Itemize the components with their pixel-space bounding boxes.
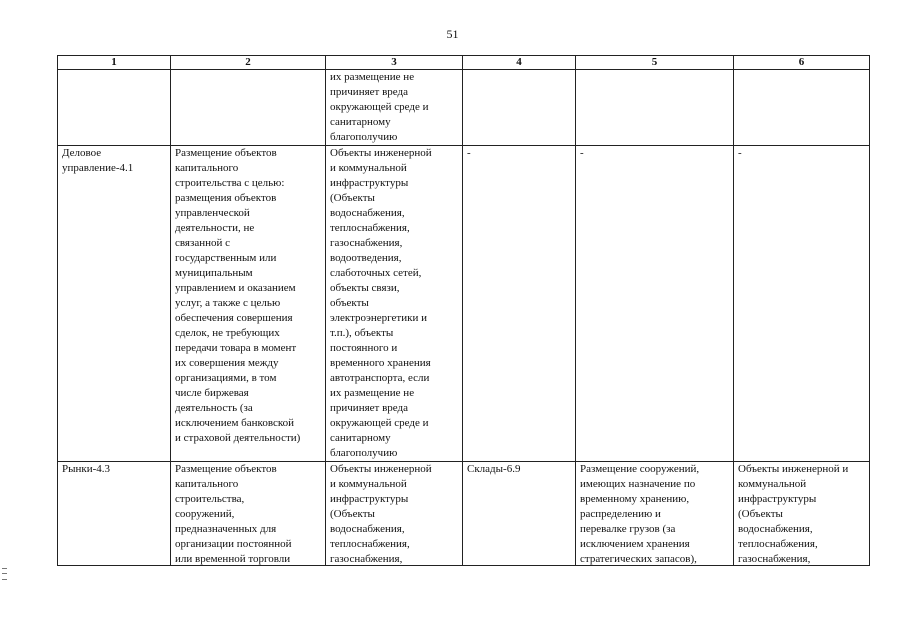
table-row: [58, 70, 870, 146]
cell-conditional-auxiliary-uses: -: [738, 147, 742, 159]
cell-use-name: Деловое управление-4.1: [62, 147, 134, 174]
cell-conditional-use-name: -: [467, 147, 471, 159]
cell-conditional-auxiliary-uses: Объекты инженерной и коммунальной инфраструктуры (Объекты водоснабжения, теплоснабжения, газоснабжения,: [738, 463, 849, 565]
cell-conditional-use-description: -: [580, 147, 584, 159]
cell-auxiliary-uses: Объекты инженерной и коммунальной инфраструктуры (Объекты водоснабжения, теплоснабжения, газоснабжения,: [330, 463, 432, 565]
cell-use-description: Размещение объектов капитального строительства, сооружений, предназначенных для организации постоянной или временной торговли: [175, 463, 292, 565]
cell-use-name: Рынки-4.3: [62, 463, 111, 475]
page-number: 51: [446, 27, 459, 41]
cell-conditional-use-description: Размещение сооружений, имеющих назначение по временному хранению, распределению и перевалке грузов (за исключением хранения стратегических запасов),: [580, 463, 700, 565]
table-row: [58, 146, 870, 462]
cell-auxiliary-uses: Объекты инженерной и коммунальной инфраструктуры (Объекты водоснабжения, теплоснабжения, газоснабжения, водоотведения, слаботочных сетей, объекты связи, объекты электроэнергетики и т.п.), объекты постоянного и временного хранения автотранспорта, если их размещение не причиняет вреда окружающей среде и санитарному благополучию: [330, 147, 432, 459]
table-header-row: [58, 56, 870, 70]
column-header-3: 3: [326, 56, 463, 70]
column-header-6: 6: [734, 56, 870, 70]
zoning-table: [57, 55, 870, 566]
column-header-5: 5: [576, 56, 734, 70]
table-row: [58, 462, 870, 566]
cell-use-description: Размещение объектов капитального строительства с целью: размещения объектов управленческой деятельности, не связанной с государственным или муниципальным управлением и оказанием услуг, а также с целью обеспечения совершения сделок, не требующих передачи товара в момент их совершения между организациями, в том числе биржевая деятельность (за исключением банковской и страховой деятельности): [175, 147, 301, 444]
cell-auxiliary-uses: их размещение не причиняет вреда окружающей среде и санитарному благополучию: [330, 71, 429, 143]
column-header-2: 2: [171, 56, 326, 70]
column-header-1: 1: [58, 56, 171, 70]
cell-conditional-use-name: Склады-6.9: [467, 463, 521, 475]
scan-margin-mark: [2, 568, 7, 580]
column-header-4: 4: [463, 56, 576, 70]
